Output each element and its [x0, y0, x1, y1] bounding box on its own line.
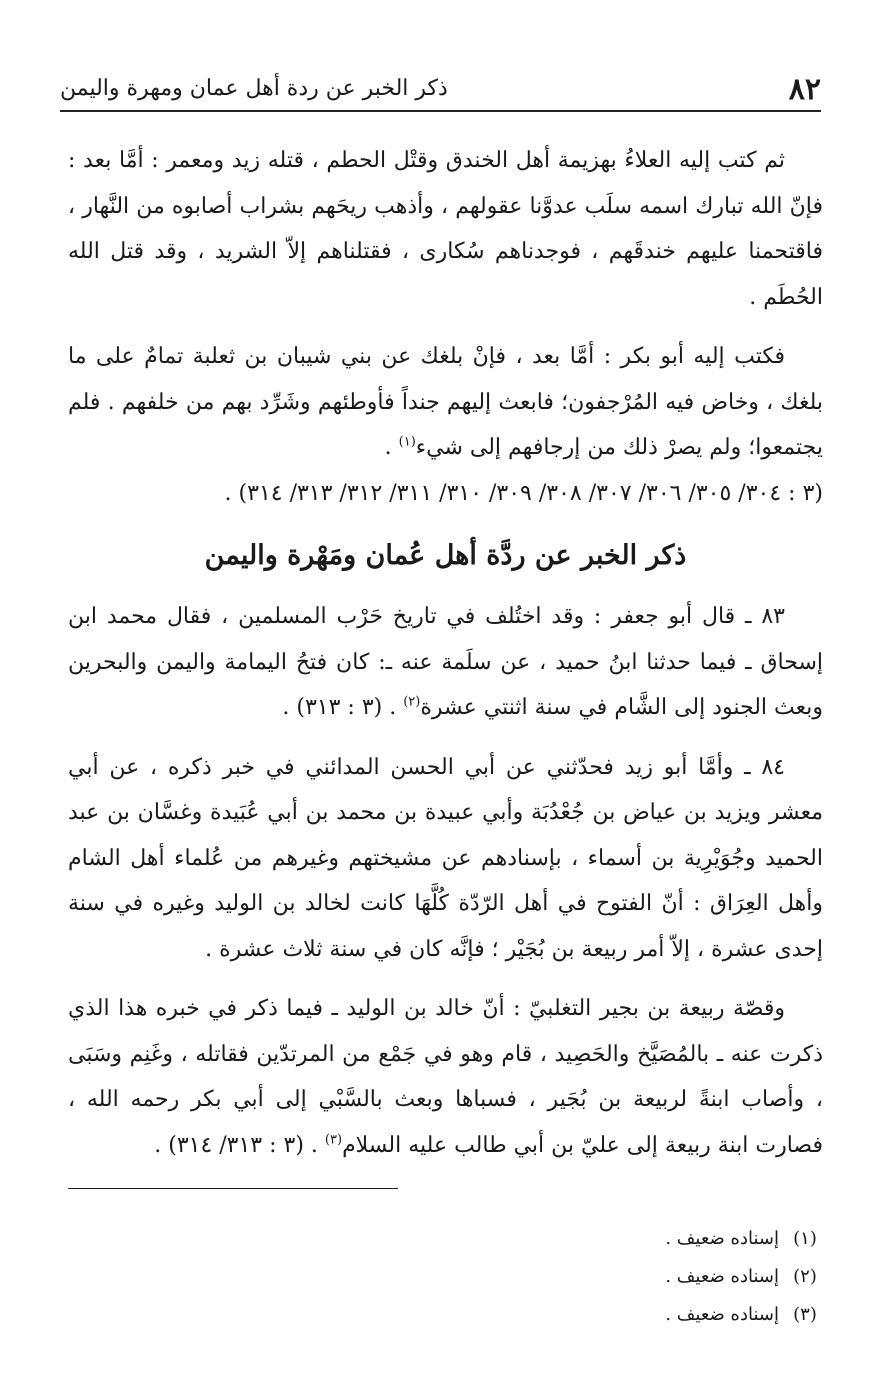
footnote-marker: (٣): [324, 1132, 343, 1148]
paragraph-84: ٨٤ ـ وأمَّا أبو زيد فحدّثني عن أبي الحسن المدائني في خبر ذكره ، عن أبي معشر ويزيد بن عياض بن جُعْدُبَة وأبي عبيدة بن محمد بن أبي عُبَيدة وغسَّان بن عبد الحميد وجُوَيْرِية بن أسماء ، بإسنادهم عن مشيختهم وغيرهم من عُلماء أهل الشام وأهل العِرَاق : أنّ الفتوح في أهل الرّدّة كُلَّهَا كانت لخالد بن الوليد وغيره في سنة إحدى عشرة ، إلاّ أمر ربيعة بن بُجَيْر ؛ فإنَّه كان في سنة ثلاث عشرة .: [68, 754, 823, 962]
footnote-text: إسناده ضعيف .: [665, 1304, 779, 1325]
footnote-marker: (١): [398, 434, 416, 450]
page-body: [68, 138, 823, 1182]
reference-line: . (٣ : ٣١٣/ ٣١٤) .: [154, 1132, 325, 1158]
footnote-number: (٣): [793, 1304, 817, 1325]
footnote-text: إسناده ضعيف .: [665, 1228, 779, 1249]
paragraph-abubakr-reply: فكتب إليه أبو بكر : أمَّا بعد ، فإنْ بلغك عن بني شيبان بن ثعلبة تمامٌ على ما بلغك ، وخاض فيه المُرْجفون؛ فابعث إليهم جنداً فأوطئهم وشَرِّد بهم من خلفهم . فلم يجتمعوا؛ ولم يصرْ ذلك من إرجافهم إلى شيء$^{(١)}$ . (٣ : ٣٠٤/ ٣٠٥/ ٣٠٦/ ٣٠٧/ ٣٠٨/ ٣٠٩/ ٣١٠/ ٣١١/ ٣١٢/ ٣١٣/ ٣١٤) .: [68, 344, 823, 506]
paragraph-rabia: [68, 986, 823, 1168]
footnote-text: إسناده ضعيف .: [665, 1266, 779, 1287]
paragraph-alaa-letter: ثم كتب إليه العلاءُ بهزيمة أهل الخندق وقتْل الحطم ، قتله زيد ومعمر : أمَّا بعد : فإنّ الله تبارك اسمه سلَب عدوَّنا عقولهم ، وأذهب ريحَهم بشراب أصابوه من النَّهار ، فاقتحمنا عليهم خندقَهم ، فوجدناهم سُكارى ، فقتلناهم إلاّ الشريد ، وقد قتل الله الحُطَم .: [68, 148, 823, 310]
paragraph-text: ٨٣ ـ قال أبو جعفر : وقد اختُلف في تاريخ حَرْب المسلمين ، فقال محمد ابن إسحاق ـ فيما حدثنا ابنُ حميد ، عن سلَمة عنه ـ: كان فتحُ اليمامة واليمن والبحرين وبعث الجنود إلى الشَّام في سنة اثنتي عشرة: [68, 604, 823, 720]
page-number: ٨٢: [788, 72, 821, 107]
footnote-item: [531, 1220, 831, 1258]
page-header: [60, 70, 821, 112]
footnote-item: [531, 1258, 831, 1296]
running-title: ذكر الخبر عن ردة أهل عمان ومهرة واليمن: [60, 76, 448, 101]
paragraph-text: وقصّة ربيعة بن بجير التغلبيّ : أنّ خالد بن الوليد ـ فيما ذكر في خبره هذا الذي ذكرت عنه ـ بالمُصَيَّخ والحَصِيد ، قام وهو في جَمْع من المرتدّين فقاتله ، وغَنِم وسَبَى ، وأصاب ابنةً لربيعة بن بُجَير ، فسباها وبعث بالسَّبْي إلى أبي بكر رحمه الله ، فصارت ابنة ربيعة إلى عليّ بن أبي طالب عليه السلام: [68, 996, 823, 1158]
footnote-divider: [68, 1188, 398, 1189]
footnote-item: [531, 1296, 831, 1334]
footnote-number: (٢): [793, 1266, 817, 1287]
footnote-marker: (٢): [403, 694, 421, 710]
paragraph-83: [68, 594, 823, 731]
paragraph-text: فكتب إليه أبو بكر : أمَّا بعد ، فإنْ بلغك عن بني شيبان بن ثعلبة تمامٌ على ما بلغك ، وخاض فيه المُرْجفون؛ فابعث إليهم جنداً فأوطئهم وشَرِّد بهم من خلفهم . فلم يجتمعوا؛ ولم يصرْ ذلك من إرجافهم إلى شيء: [68, 344, 823, 460]
reference-line: . (٣ : ٣١٣) .: [282, 695, 404, 720]
section-title: ذكر الخبر عن ردَّة أهل عُمان ومَهْرة واليمن: [204, 540, 687, 571]
reference-line: (٣ : ٣٠٤/ ٣٠٥/ ٣٠٦/ ٣٠٧/ ٣٠٨/ ٣٠٩/ ٣١٠/ ٣١١/ ٣١٢/ ٣١٣/ ٣١٤) .: [224, 480, 823, 506]
footnotes: [531, 1220, 831, 1334]
footnote-number: (١): [793, 1228, 817, 1249]
